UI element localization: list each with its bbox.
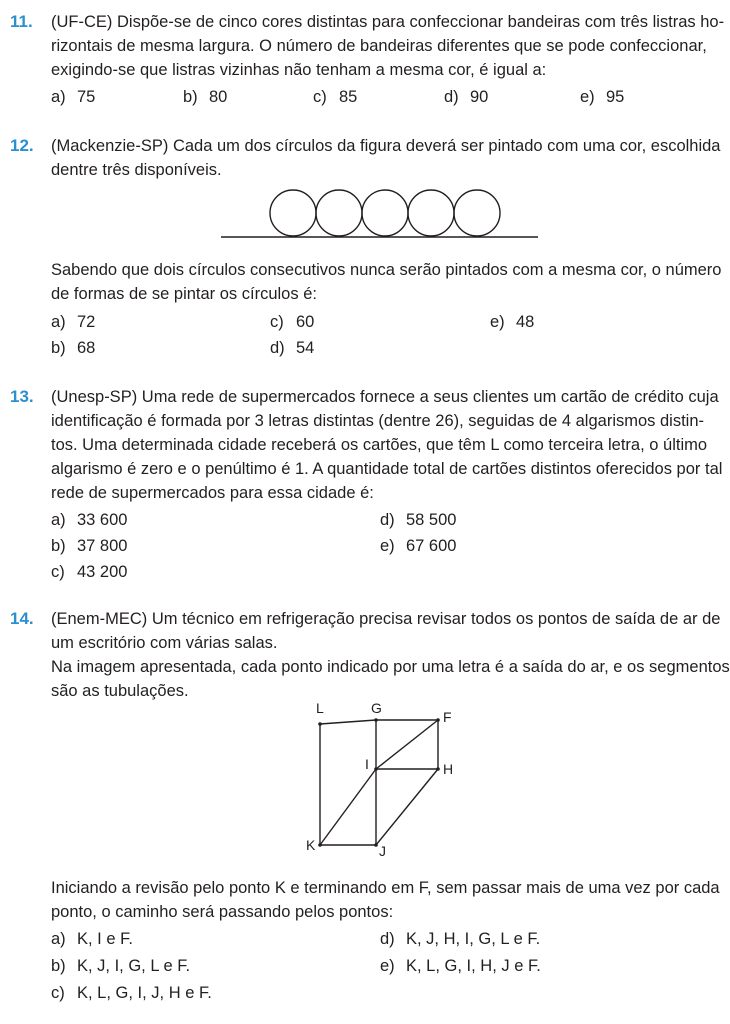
option-c[interactable]: c) 60 [270,313,315,331]
question-number: 11. [10,12,33,31]
question-text-line: ponto, o caminho será passando pelos pontos: [51,903,394,921]
option-e[interactable]: e) K, L, G, I, H, J e F. [380,957,541,975]
option-b[interactable]: b) 37 800 [51,537,128,555]
label-J: J [379,843,386,859]
option-b[interactable]: b) 80 [183,88,228,106]
point-L [318,722,322,726]
option-e[interactable]: e) 48 [490,313,535,331]
circle-1 [270,190,316,236]
label-I: I [365,756,369,772]
option-b[interactable]: b) K, J, I, G, L e F. [51,957,191,975]
point-K [318,843,322,847]
circle-3 [362,190,408,236]
option-a[interactable]: a) 33 600 [51,511,128,529]
question-text-line: (Enem-MEC) Um técnico em refrigeração precisa revisar todos os pontos de saída de ar de [51,610,721,628]
question-text-line: Iniciando a revisão pelo ponto K e terminando em F, sem passar mais de uma vez por cada [51,879,720,897]
question-number: 14. [10,609,34,628]
point-F [436,718,440,722]
question-text-line: identificação é formada por 3 letras distintas (dentre 26), seguidas de 4 algarismos distin- [51,412,705,430]
question-text-line: (Unesp-SP) Uma rede de supermercados fornece a seus clientes um cartão de crédito cuja [51,388,719,406]
question-number: 13. [10,387,34,406]
option-a[interactable]: a) 75 [51,88,96,106]
option-b[interactable]: b) 68 [51,339,96,357]
point-J [374,843,378,847]
option-e[interactable]: e) 67 600 [380,537,457,555]
label-G: G [371,700,382,716]
segment-J-H [376,769,438,845]
pipes-figure [296,700,466,860]
circle-2 [316,190,362,236]
question-text-line: um escritório com várias salas. [51,634,278,652]
question-text-line: exigindo-se que listras vizinhas não tenham a mesma cor, é igual a: [51,61,547,79]
question-text-line: Sabendo que dois círculos consecutivos nunca serão pintados com a mesma cor, o número [51,261,722,279]
segment-K-I [320,769,376,845]
label-K: K [306,837,316,853]
option-d[interactable]: d) 54 [270,339,315,357]
segment-I-F [376,720,438,769]
segment-L-G [320,720,376,724]
question-text-line: de formas de se pintar os círculos é: [51,285,317,303]
question-text-line: (UF-CE) Dispõe-se de cinco cores distintas para confeccionar bandeiras com três listras ho- [51,13,725,31]
option-d[interactable]: d) 90 [444,88,489,106]
question-text-line: (Mackenzie-SP) Cada um dos círculos da figura deverá ser pintado com uma cor, escolhida [51,137,721,155]
option-d[interactable]: d) 58 500 [380,511,457,529]
question-text-line: tos. Uma determinada cidade receberá os cartões, que têm L como terceira letra, o último [51,436,708,454]
question-text-line: Na imagem apresentada, cada ponto indicado por uma letra é a saída do ar, e os segmentos [51,658,730,676]
option-c[interactable]: c) K, L, G, I, J, H e F. [51,984,212,1002]
option-a[interactable]: a) K, I e F. [51,930,133,948]
question-number: 12. [10,136,34,155]
question-text-line: rizontais de mesma largura. O número de bandeiras diferentes que se pode confeccionar, [51,37,707,55]
option-e[interactable]: e) 95 [580,88,625,106]
circle-5 [454,190,500,236]
label-F: F [443,709,452,725]
question-text-line: são as tubulações. [51,682,189,700]
option-c[interactable]: c) 43 200 [51,563,128,581]
label-L: L [316,700,324,716]
option-d[interactable]: d) K, J, H, I, G, L e F. [380,930,541,948]
point-H [436,767,440,771]
question-text-line: rede de supermercados para essa cidade é: [51,484,374,502]
label-H: H [443,761,454,777]
point-G [374,718,378,722]
circles-figure [215,186,545,242]
question-text-line: algarismo é zero e o penúltimo é 1. A quantidade total de cartões distintos oferecidos por tal [51,460,723,478]
circle-4 [408,190,454,236]
option-c[interactable]: c) 85 [313,88,358,106]
option-a[interactable]: a) 72 [51,313,96,331]
point-I [374,767,378,771]
question-text-line: dentre três disponíveis. [51,161,222,179]
